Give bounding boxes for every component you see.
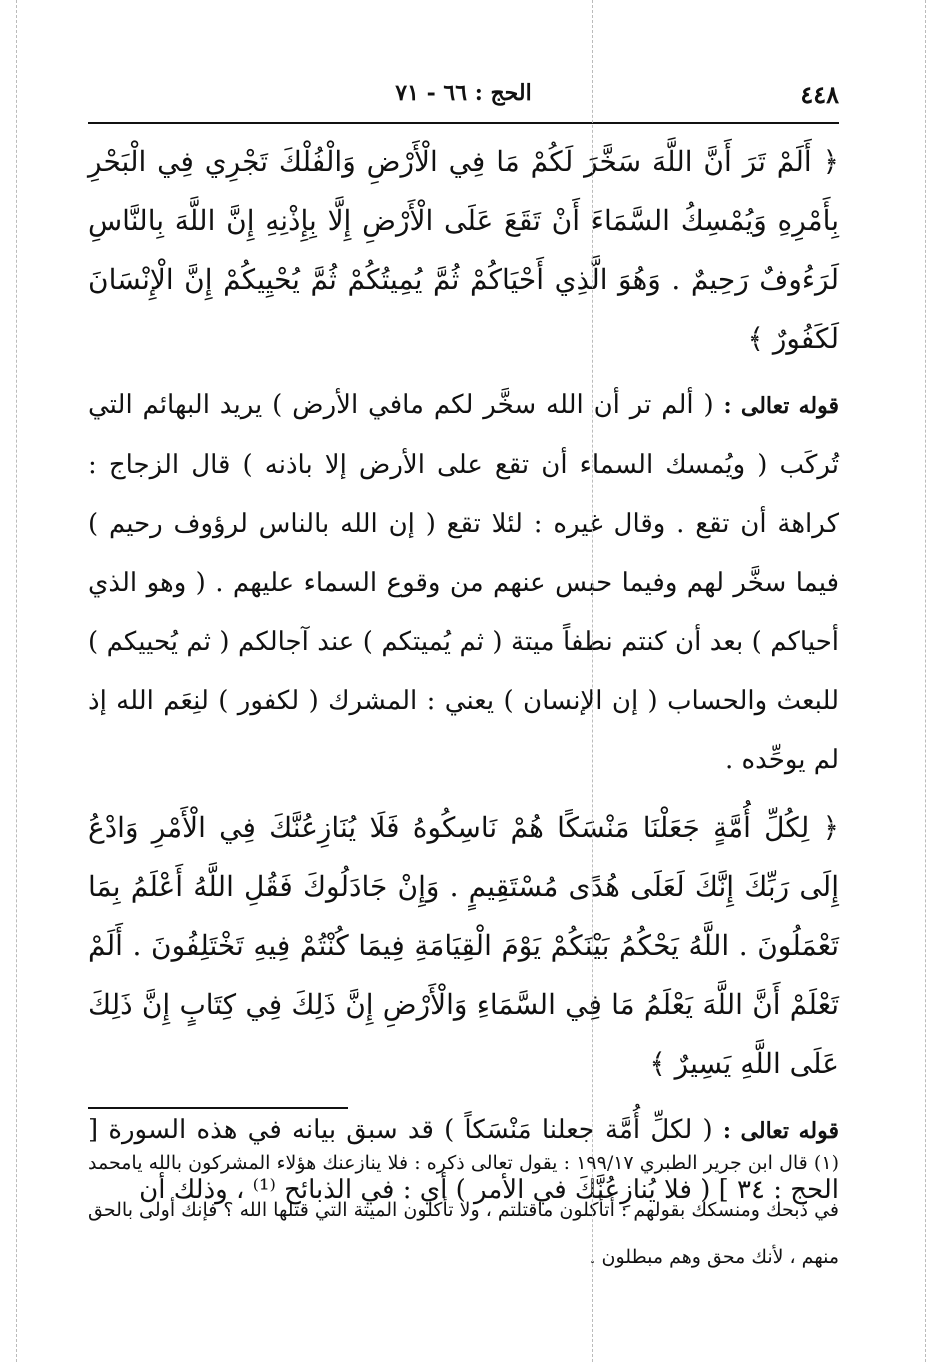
scan-fold-line xyxy=(16,0,17,1362)
footnote: (١) قال ابن جرير الطبري ١٩٩/١٧ : يقول تعالى ذكره : فلا ينازعنك هؤلاء المشركون بالله يامحمد في ذبحك ومنسكك بقولهم : أتأكلون ماقتلتم ، ولا تأكلون الميتة التي قتلها الله ؟ فإنك أولى بالحق منهم ، لأنك محق وهم مبطلون . xyxy=(88,1152,839,1268)
header-rule xyxy=(88,122,839,124)
footnote-rule xyxy=(88,1107,348,1109)
commentary-paragraph-1 xyxy=(88,376,839,790)
quran-verse-block-2: ﴿ لِكُلِّ أُمَّةٍ جَعَلْنَا مَنْسَكًا هُمْ نَاسِكُوهُ فَلَا يُنَازِعُنَّكَ فِي الْأَمْرِ وَادْعُ إِلَى رَبِّكَ إِنَّكَ لَعَلَى هُدًى مُسْتَقِيمٍ . وَإِنْ جَادَلُوكَ فَقُلِ اللَّهُ أَعْلَمُ بِمَا تَعْمَلُونَ . اللَّهُ يَحْكُمُ بَيْنَكُمْ يَوْمَ الْقِيَامَةِ فِيمَا كُنْتُمْ فِيهِ تَخْتَلِفُونَ . أَلَمْ تَعْلَمْ أَنَّ اللَّهَ يَعْلَمُ مَا فِي السَّمَاءِ وَالْأَرْضِ إِنَّ ذَلِكَ فِي كِتَابٍ إِنَّ ذَلِكَ عَلَى اللَّهِ يَسِيرٌ ﴾ xyxy=(88,811,839,1080)
commentary-text-1: ( ألم تر أن الله سخَّر لكم مافي الأرض ) يريد البهائم التي تُركَب ( ويُمسك السماء أن تقع على الأرض إلا باذنه ) قال الزجاج : كراهة أن تقع . وقال غيره : لئلا تقع ( إن الله بالناس لرؤوف رحيم ) فيما سخَّر لهم وفيما حبس عنهم من وقوع السماء عليهم . ( وهو الذي أحياكم ) بعد أن كنتم نطفاً ميتة ( ثم يُميتكم ) عند آجالكم ( ثم يُحييكم ) للبعث والحساب ( إن الإنسان ) يعني : المشرك ( لكفور ) لنِعَم الله إذ لم يوحِّده . xyxy=(88,390,839,775)
commentary-lead-2: قوله تعالى : xyxy=(722,1118,839,1144)
page-header xyxy=(88,80,839,120)
commentary-text-2: ( لكلِّ أُمَّة جعلنا مَنْسَكاً ) قد سبق بيانه في هذه السورة [ الحج : ٣٤ ] ( فلا يُنازِعُنَّكَ في الأمر ) أي : في الذبائح ⁽¹⁾ ، وذلك أن xyxy=(88,1115,839,1205)
running-head: الحج : ٦٦ - ٧١ xyxy=(395,80,532,106)
commentary-lead-1: قوله تعالى : xyxy=(723,393,839,419)
quran-verse-block-1: ﴿ أَلَمْ تَرَ أَنَّ اللَّهَ سَخَّرَ لَكُمْ مَا فِي الْأَرْضِ وَالْفُلْكَ تَجْرِي فِي الْبَحْرِ بِأَمْرِهِ وَيُمْسِكُ السَّمَاءَ أَنْ تَقَعَ عَلَى الْأَرْضِ إِلَّا بِإِذْنِهِ إِنَّ اللَّهَ بِالنَّاسِ لَرَءُوفٌ رَحِيمٌ . وَهُوَ الَّذِي أَحْيَاكُمْ ثُمَّ يُمِيتُكُمْ ثُمَّ يُحْيِيكُمْ إِنَّ الْإِنْسَانَ لَكَفُورٌ ﴾ xyxy=(88,145,839,355)
scan-fold-line xyxy=(925,0,926,1362)
page-body xyxy=(88,132,839,1228)
page-number: ٤٤٨ xyxy=(800,80,839,109)
scan-fold-line xyxy=(592,0,593,1362)
